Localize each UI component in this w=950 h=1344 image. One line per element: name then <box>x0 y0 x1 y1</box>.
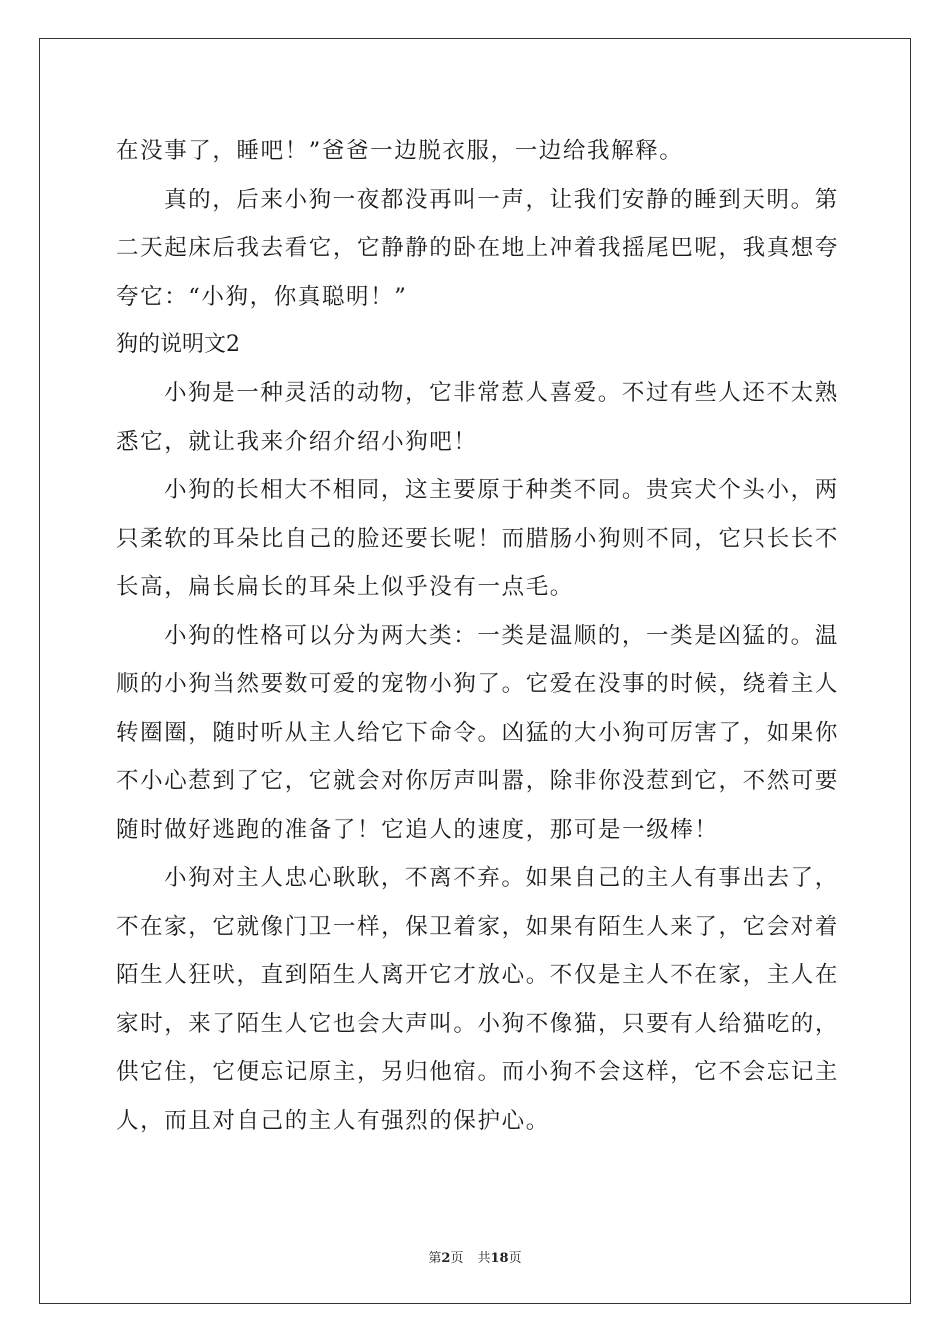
text-line: 在没事了，睡吧！”爸爸一边脱衣服，一边给我解释。 <box>116 138 684 164</box>
text-line: 不小心惹到了它，它就会对你厉声叫嚣，除非你没惹到它，不然可要 <box>116 768 840 794</box>
total-suffix: 页 <box>508 1251 522 1266</box>
text-line: 真的，后来小狗一夜都没再叫一声，让我们安静的睡到天明。第 <box>164 186 839 213</box>
text-line: 小狗对主人忠心耿耿，不离不弃。如果自己的主人有事出去了， <box>164 865 839 891</box>
page-suffix: 页 <box>450 1251 464 1266</box>
page-prefix: 第 <box>428 1251 442 1266</box>
text-line: 小狗的长相大不相同，这主要原于种类不同。贵宾犬个头小，两 <box>164 477 839 503</box>
text-line: 悉它，就让我来介绍介绍小狗吧！ <box>116 428 478 455</box>
text-line: 顺的小狗当然要数可爱的宠物小狗了。它爱在没事的时候，绕着主人 <box>116 671 840 697</box>
text-line: 只柔软的耳朵比自己的脸还要长呢！而腊肠小狗则不同，它只长长不 <box>116 525 840 552</box>
section-heading: 狗的说明文2 <box>116 332 240 357</box>
text-line: 陌生人狂吠，直到陌生人离开它才放心。不仅是主人不在家，主人在 <box>116 962 840 988</box>
text-line: 夸它：“小狗，你真聪明！” <box>116 283 408 310</box>
text-line: 长高，扁长扁长的耳朵上似乎没有一点毛。 <box>116 574 574 600</box>
text-line: 随时做好逃跑的准备了！它追人的速度，那可是一级棒！ <box>116 816 719 843</box>
text-line: 家时，来了陌生人它也会大声叫。小狗不像猫，只要有人给猫吃的， <box>116 1010 840 1037</box>
document-body <box>116 127 840 1145</box>
text-line: 转圈圈，随时听从主人给它下命令。凶猛的大小狗可厉害了，如果你 <box>116 719 840 746</box>
text-line: 供它住，它便忘记原主，另归他宿。而小狗不会这样，它不会忘记主 <box>116 1059 840 1085</box>
total-pages: 18 <box>490 1251 509 1266</box>
text-line: 不在家，它就像门卫一样，保卫着家，如果有陌生人来了，它会对着 <box>116 913 840 940</box>
page-number: 2 <box>441 1251 451 1266</box>
page-footer <box>0 1247 950 1266</box>
text-line: 人，而且对自己的主人有强烈的保护心。 <box>116 1107 550 1134</box>
total-prefix: 共 <box>477 1251 491 1266</box>
text-line: 二天起床后我去看它，它静静的卧在地上冲着我摇尾巴呢，我真想夸 <box>116 235 840 261</box>
text-line: 小狗是一种灵活的动物，它非常惹人喜爱。不过有些人还不太熟 <box>164 380 839 406</box>
text-line: 小狗的性格可以分为两大类：一类是温顺的，一类是凶猛的。温 <box>164 622 839 649</box>
